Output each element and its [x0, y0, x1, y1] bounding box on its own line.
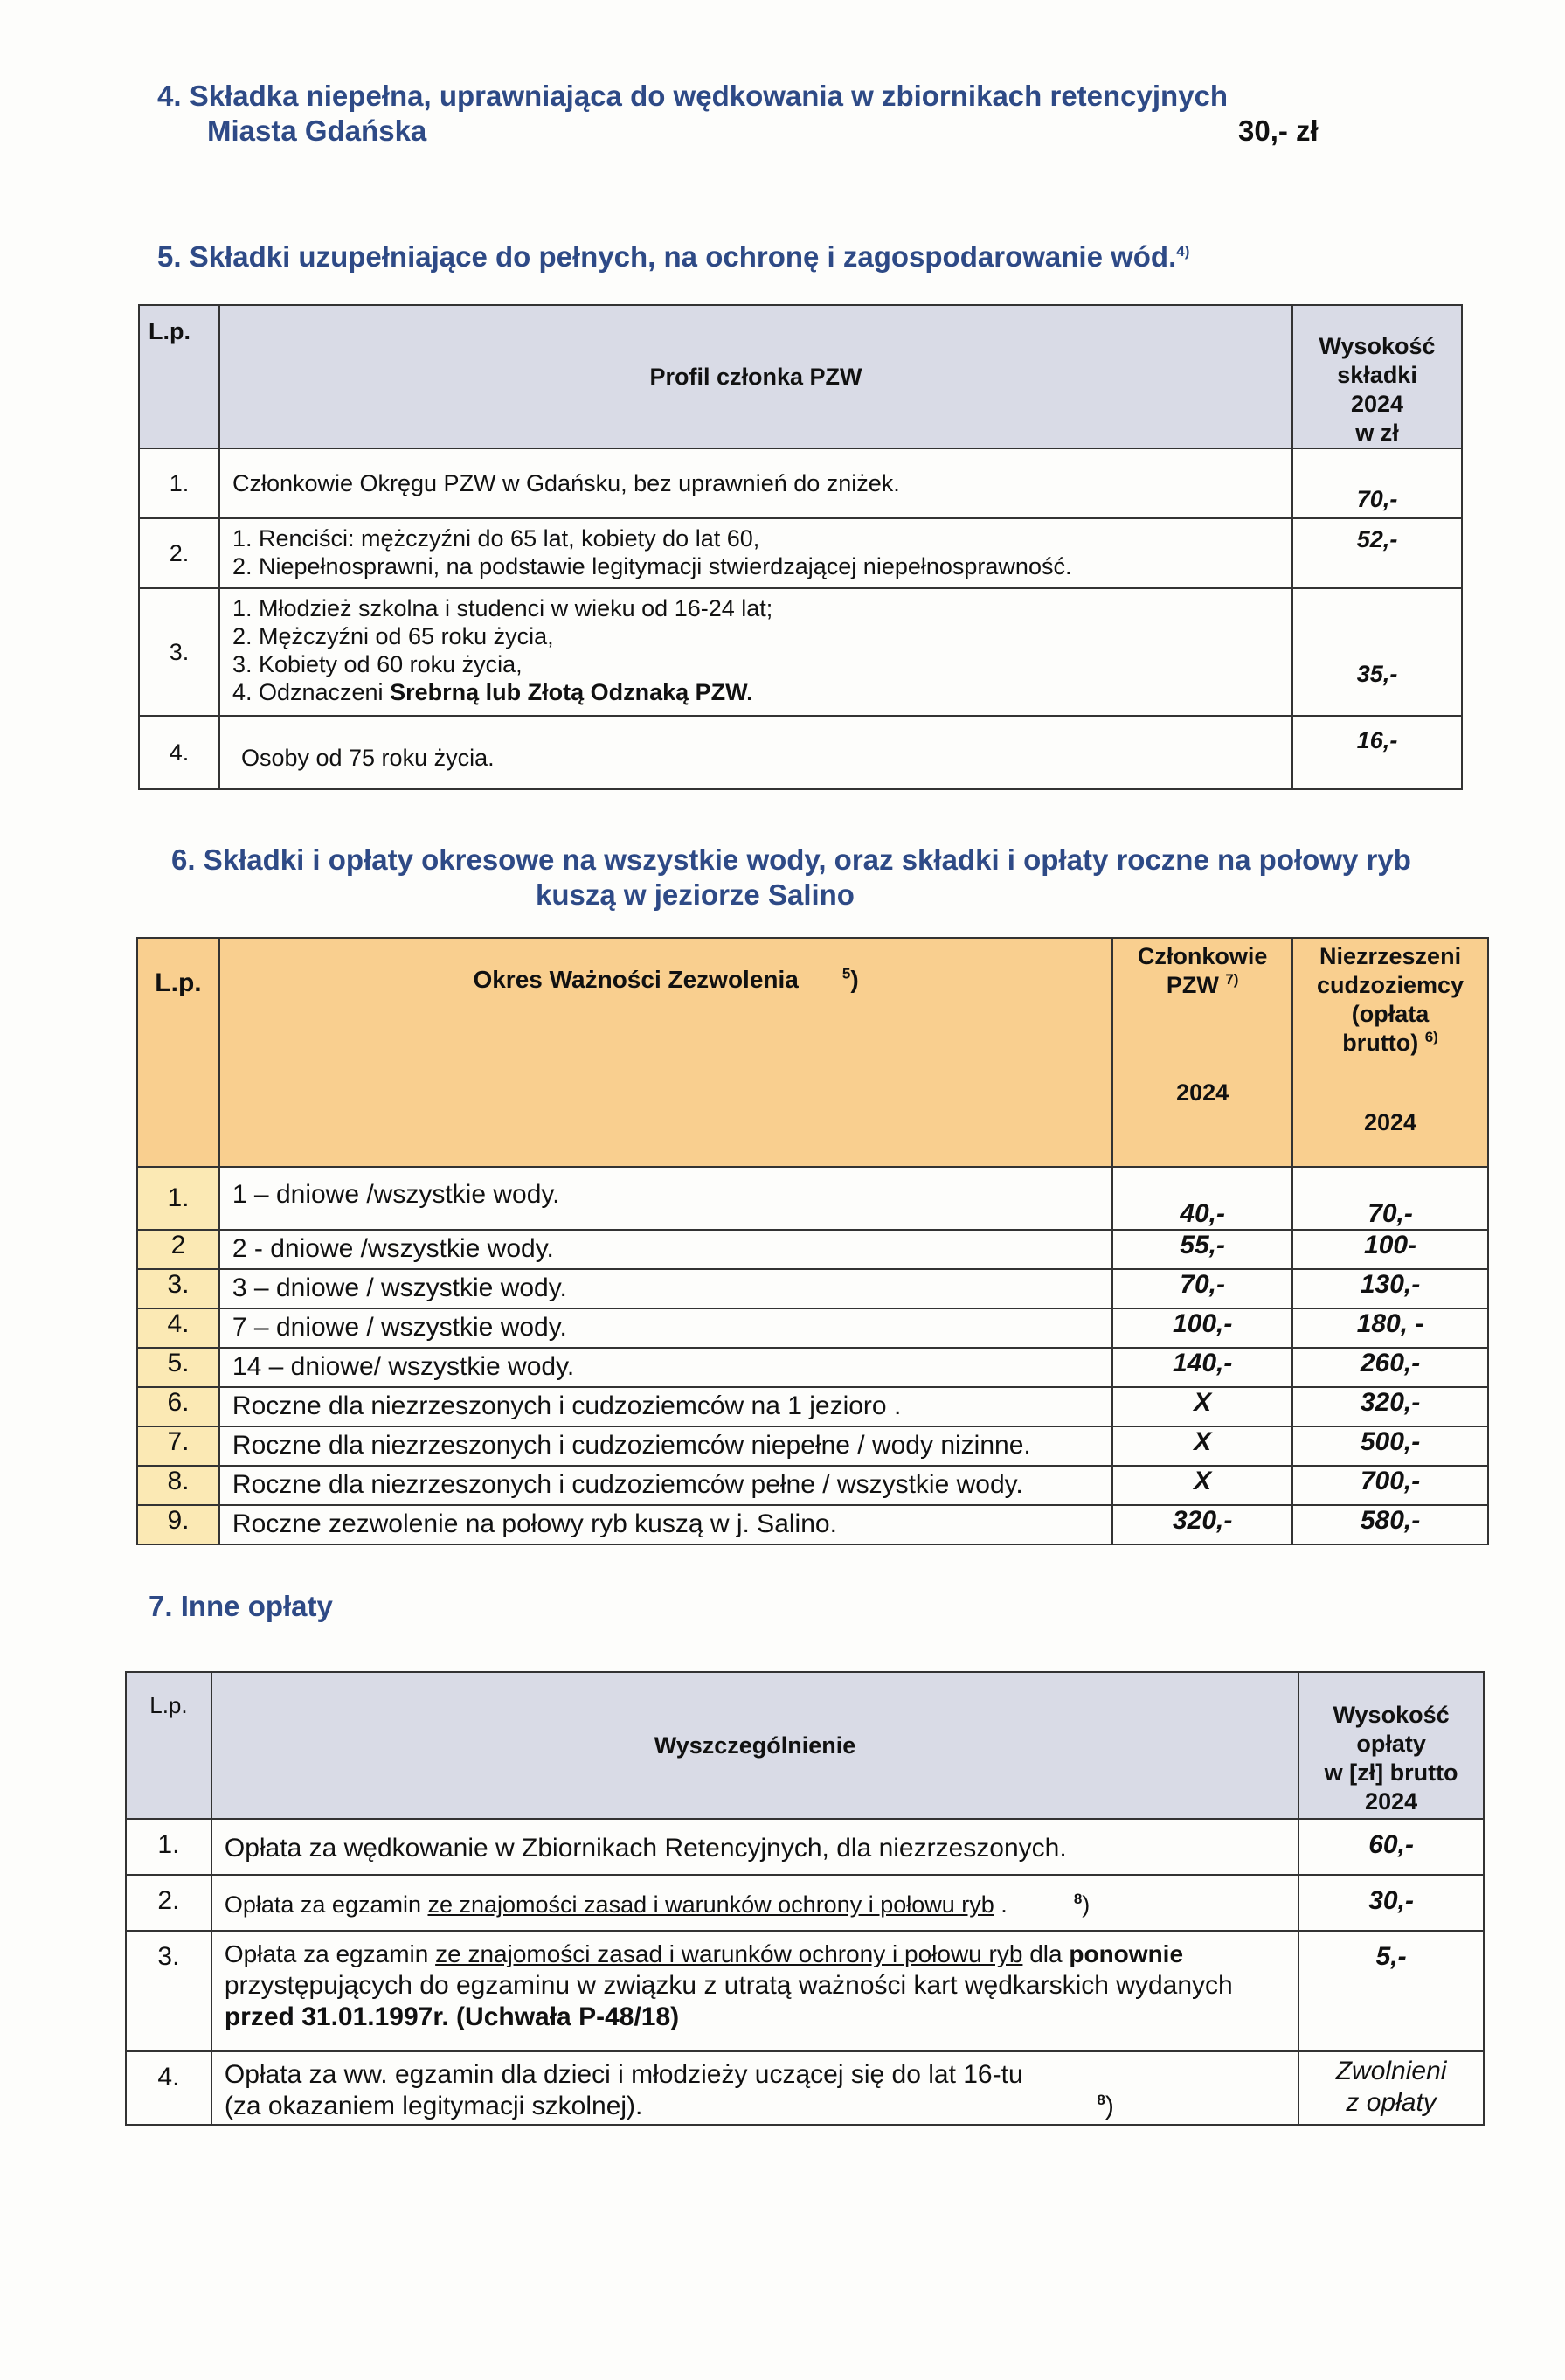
- section5-table: [138, 304, 1463, 790]
- s6-row-desc: Roczne dla niezrzeszonych i cudzoziemców niepełne / wody nizinne.: [219, 1426, 1112, 1466]
- table-row: [126, 2051, 1484, 2125]
- s6-row-lp: 2: [137, 1230, 219, 1269]
- s6-row-desc: Roczne dla niezrzeszonych i cudzoziemców pełne / wszystkie wody.: [219, 1466, 1112, 1505]
- s6-row-lp: 8.: [137, 1466, 219, 1505]
- s6-row-nonmembers: 700,-: [1292, 1466, 1488, 1505]
- s7-row3-desc: Opłata za egzamin ze znajomości zasad i warunków ochrony i połowu ryb dla ponownie przystępujących do egzaminu w związku z utratą ważności kart wędkarskich wydanych przed 31.01.1997r. (Uchwała P-48/18): [211, 1931, 1298, 2051]
- s6-row-lp: 3.: [137, 1269, 219, 1308]
- table-row: [137, 1348, 1488, 1387]
- section5-title: [157, 239, 1189, 274]
- s6-row-members: X: [1112, 1466, 1292, 1505]
- s6-row-lp: 5.: [137, 1348, 219, 1387]
- s6-row-members: 55,-: [1112, 1230, 1292, 1269]
- s7-row3-lp: 3.: [126, 1931, 211, 2051]
- s7-row2-lp: 2.: [126, 1875, 211, 1931]
- table-row: [137, 1230, 1488, 1269]
- table-row: [137, 1308, 1488, 1348]
- s5-row2-amount: 52,-: [1292, 518, 1462, 588]
- s6-row-lp: 6.: [137, 1387, 219, 1426]
- s6-row-nonmembers: 500,-: [1292, 1426, 1488, 1466]
- s5-row4-desc: Osoby od 75 roku życia.: [219, 716, 1292, 789]
- s6-row-members: 100,-: [1112, 1308, 1292, 1348]
- s5-header-amount: Wysokość składki 2024 w zł: [1292, 305, 1462, 448]
- s6-row-lp: 1.: [137, 1167, 219, 1230]
- s6-row-lp: 7.: [137, 1426, 219, 1466]
- s7-row4-desc: Opłata za ww. egzamin dla dzieci i młodzieży uczącej się do lat 16-tu (za okazaniem legitymacji szkolnej). $^8$): [211, 2051, 1298, 2125]
- s7-header-amount: Wysokość opłaty w [zł] brutto 2024: [1298, 1672, 1484, 1819]
- section5-title-text: 5. Składki uzupełniające do pełnych, na ochronę i zagospodarowanie wód.: [157, 240, 1177, 273]
- s5-row1-lp: 1.: [139, 448, 219, 518]
- table-row: [139, 716, 1462, 789]
- s7-row4-amount: Zwolnieni z opłaty: [1298, 2051, 1484, 2125]
- s6-row-lp: 9.: [137, 1505, 219, 1544]
- s7-row1-amount: 60,-: [1298, 1819, 1484, 1875]
- section4-line2: Miasta Gdańska: [207, 114, 427, 147]
- table-row: [137, 1269, 1488, 1308]
- table-row: [139, 448, 1462, 518]
- s6-row-lp: 4.: [137, 1308, 219, 1348]
- s6-header-lp: L.p.: [137, 938, 219, 1167]
- s6-row-members: 320,-: [1112, 1505, 1292, 1544]
- s6-row-members: 40,-: [1112, 1167, 1292, 1230]
- s6-row-desc: Roczne dla niezrzeszonych i cudzoziemców na 1 jezioro .: [219, 1387, 1112, 1426]
- table-row: [137, 1167, 1488, 1230]
- s7-row4-lp: 4.: [126, 2051, 211, 2125]
- s6-row-nonmembers: 130,-: [1292, 1269, 1488, 1308]
- s7-row1-desc: Opłata za wędkowanie w Zbiornikach Retencyjnych, dla niezrzeszonych.: [211, 1819, 1298, 1875]
- s7-row2-amount: 30,-: [1298, 1875, 1484, 1931]
- s7-row2-desc: Opłata za egzamin ze znajomości zasad i warunków ochrony i połowu ryb . $^8$): [211, 1875, 1298, 1931]
- s6-row-nonmembers: 70,-: [1292, 1167, 1488, 1230]
- table-row: [126, 1875, 1484, 1931]
- s5-row3-desc: 1. Młodzież szkolna i studenci w wieku od 16-24 lat; 2. Mężczyźni od 65 roku życia, 3. Kobiety od 60 roku życia, 4. Odznaczeni Srebrną lub Złotą Odznaką PZW.: [219, 588, 1292, 716]
- s5-row2-lp: 2.: [139, 518, 219, 588]
- s7-header-lp: L.p.: [126, 1672, 211, 1819]
- s6-row-desc: 2 - dniowe /wszystkie wody.: [219, 1230, 1112, 1269]
- s6-row-nonmembers: 260,-: [1292, 1348, 1488, 1387]
- table-row: [126, 1931, 1484, 2051]
- section5-title-footnote: 4): [1176, 243, 1190, 260]
- s6-row-desc: 7 – dniowe / wszystkie wody.: [219, 1308, 1112, 1348]
- table-row: [126, 1819, 1484, 1875]
- s6-row-nonmembers: 100-: [1292, 1230, 1488, 1269]
- s5-header-profile: Profil członka PZW: [219, 305, 1292, 448]
- table-row: [137, 1426, 1488, 1466]
- s5-row4-lp: 4.: [139, 716, 219, 789]
- s6-header-members: Członkowie PZW $^{7)}$ 2024: [1112, 938, 1292, 1167]
- s6-header-nonmembers: Niezrzeszeni cudzoziemcy (opłata brutto) $^{6)}$ 2024: [1292, 938, 1488, 1167]
- s6-row-members: 140,-: [1112, 1348, 1292, 1387]
- s5-row1-amount: 70,-: [1292, 448, 1462, 518]
- section6-title-line2: kuszą w jeziorze Salino: [536, 878, 855, 911]
- section4-price: 30,- zł: [1238, 114, 1319, 147]
- s6-row-members: X: [1112, 1387, 1292, 1426]
- s6-row-nonmembers: 180, -: [1292, 1308, 1488, 1348]
- s6-row-desc: Roczne zezwolenie na połowy ryb kuszą w j. Salino.: [219, 1505, 1112, 1544]
- table-row: [137, 1387, 1488, 1426]
- s5-row4-amount: 16,-: [1292, 716, 1462, 789]
- s5-row3-lp: 3.: [139, 588, 219, 716]
- s5-header-lp: L.p.: [139, 305, 219, 448]
- table-row: [139, 588, 1462, 716]
- s5-row1-desc: Członkowie Okręgu PZW w Gdańsku, bez uprawnień do zniżek.: [219, 448, 1292, 518]
- section6-table: [136, 937, 1489, 1545]
- s7-row3-amount: 5,-: [1298, 1931, 1484, 2051]
- s6-header-period: Okres Ważności Zezwolenia $^5$): [219, 938, 1112, 1167]
- table-row: [137, 1466, 1488, 1505]
- s6-row-desc: 1 – dniowe /wszystkie wody.: [219, 1167, 1112, 1230]
- s6-row-nonmembers: 320,-: [1292, 1387, 1488, 1426]
- table-row: [139, 518, 1462, 588]
- s6-row-desc: 3 – dniowe / wszystkie wody.: [219, 1269, 1112, 1308]
- s6-row-members: 70,-: [1112, 1269, 1292, 1308]
- s5-row2-desc: 1. Renciści: mężczyźni do 65 lat, kobiety do lat 60, 2. Niepełnosprawni, na podstawie legitymacji stwierdzającej niepełnosprawność.: [219, 518, 1292, 588]
- section4-line1: 4. Składka niepełna, uprawniająca do wędkowania w zbiornikach retencyjnych: [157, 80, 1229, 112]
- section7-table: [125, 1671, 1485, 2126]
- s7-row1-lp: 1.: [126, 1819, 211, 1875]
- s6-row-desc: 14 – dniowe/ wszystkie wody.: [219, 1348, 1112, 1387]
- s7-header-desc: Wyszczególnienie: [211, 1672, 1298, 1819]
- s6-row-members: X: [1112, 1426, 1292, 1466]
- section7-title: 7. Inne opłaty: [149, 1590, 333, 1622]
- table-row: [137, 1505, 1488, 1544]
- s5-row3-amount: 35,-: [1292, 588, 1462, 716]
- s6-row-nonmembers: 580,-: [1292, 1505, 1488, 1544]
- section6-title-line1: 6. Składki i opłaty okresowe na wszystkie wody, oraz składki i opłaty roczne na połowy ryb: [171, 843, 1411, 876]
